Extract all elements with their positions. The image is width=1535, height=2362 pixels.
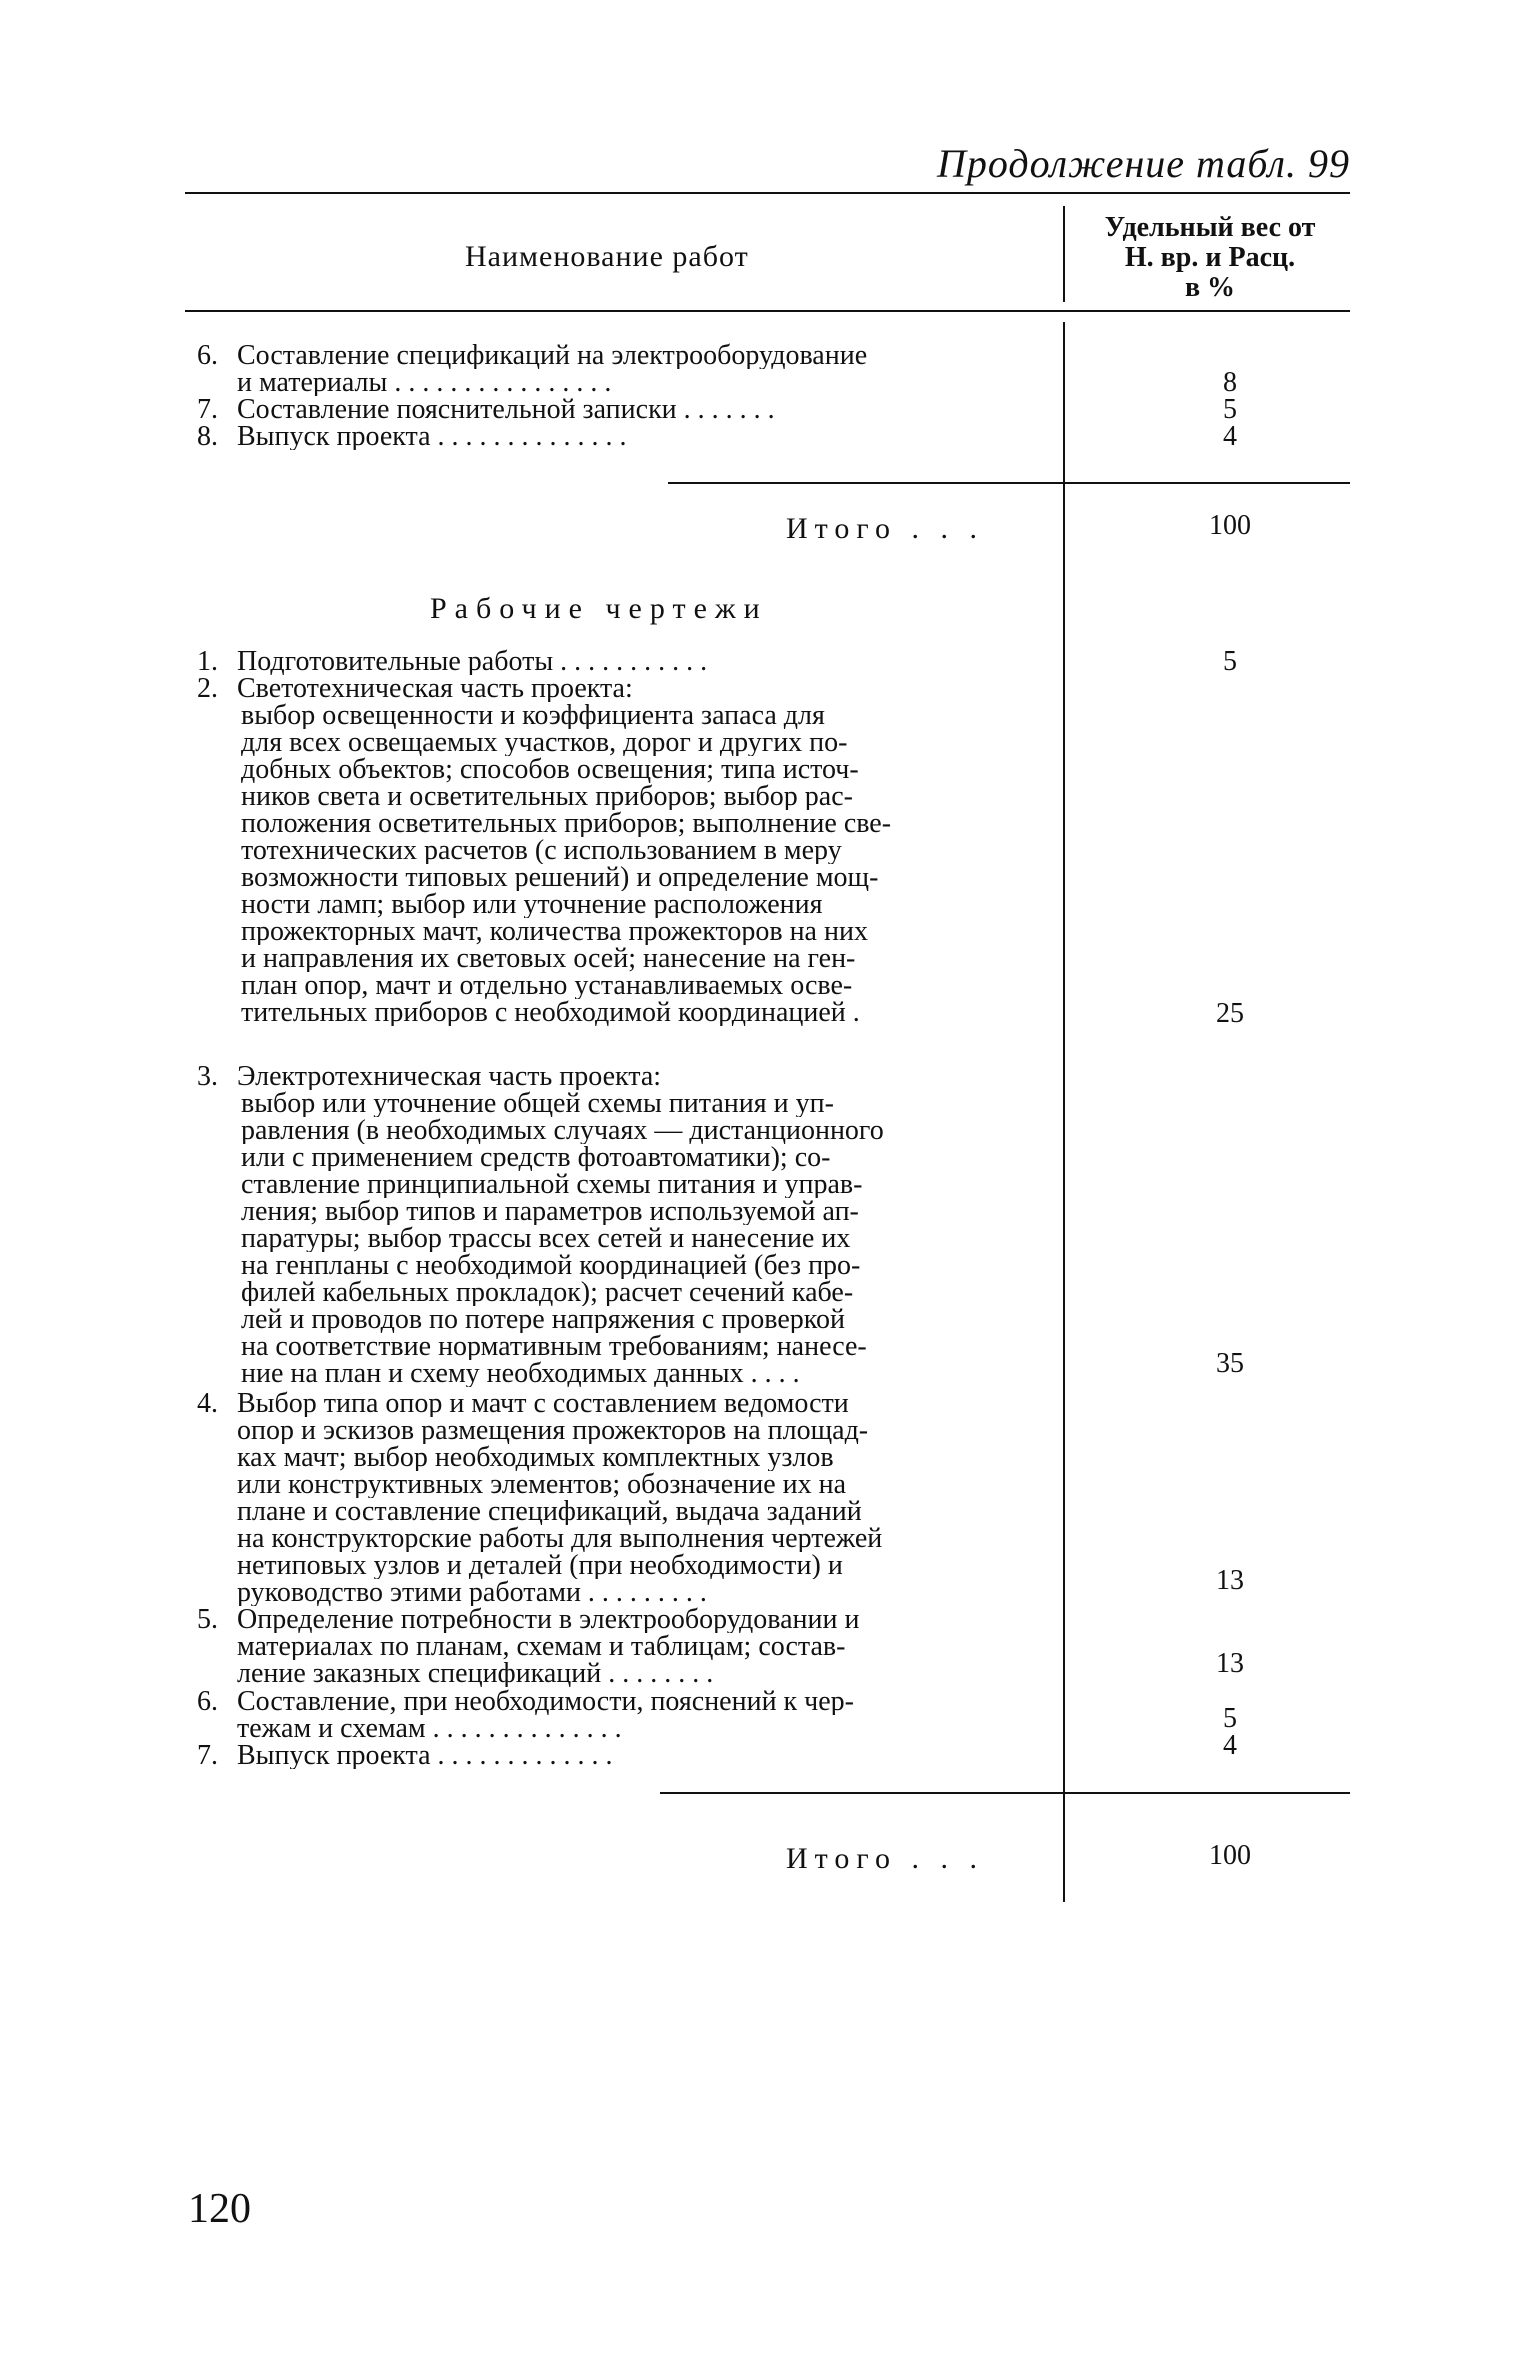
row-value: 13 [1216,1565,1244,1596]
row-line: выбор или уточнение общей схемы питания и уп- [241,1090,834,1117]
row-value: 8 [1223,367,1237,398]
row-text: Выпуск проекта . . . . . . . . . . . . . . [237,423,627,450]
row-line: Выбор типа опор и мачт с составлением ведомости [237,1390,849,1417]
row-line: нетиповых узлов и деталей (при необходимости) и [237,1552,843,1579]
row-text [237,1063,1037,1387]
row-value: 13 [1216,1648,1244,1679]
row-number: 7. [197,1740,218,1771]
row-line: лей и проводов по потере напряжения с проверкой [241,1306,845,1333]
row-line: Составление спецификаций на электрооборудование [237,342,868,369]
header-weight-column [1070,213,1350,303]
row-line: паратуры; выбор трассы всех сетей и нанесение их [241,1225,851,1252]
row-text [237,1742,1037,1769]
total-label: Итого . . . [786,512,984,545]
page-number: 120 [188,2186,251,2232]
row-line: Составление, при необходимости, пояснений к чер- [237,1688,854,1715]
row-number: 2. [197,673,218,704]
row-number: 6. [197,1686,218,1717]
row-lines [237,1688,1037,1742]
row-value: 4 [1223,421,1237,452]
total-value: 100 [1209,510,1251,541]
row-line: и материалы . . . . . . . . . . . . . . . . [237,369,612,396]
row-number: 6. [197,340,218,371]
row-number: 7. [197,394,218,425]
row-lines [237,702,1037,1026]
total-value: 100 [1209,1840,1251,1871]
continuation-title: Продолжение табл. 99 [936,141,1350,186]
total2-rule [660,1792,1350,1794]
row-line: и направления их световых осей; нанесение на ген- [241,945,856,972]
row-title: Электротехническая часть проекта: [237,1063,662,1090]
column-divider [1063,206,1065,302]
row-line: на соответствие нормативным требованиям; нанесе- [241,1333,867,1360]
row-line: или с применением средств фотоавтоматики); со- [241,1144,831,1171]
row-line: для всех освещаемых участков, дорог и других по- [241,729,848,756]
row-line: тительных приборов с необходимой координацией . [241,999,860,1026]
row-line: ников света и осветительных приборов; выбор рас- [241,783,853,810]
row-line: тотехнических расчетов (с использованием в меру [241,837,842,864]
row-lines [237,1390,1037,1606]
row-value: 35 [1216,1348,1244,1379]
row-value: 4 [1223,1730,1237,1761]
row-line: возможности типовых решений) и определение мощ- [241,864,879,891]
row-line: Выпуск проекта . . . . . . . . . . . . . [237,1742,613,1769]
row-text [237,342,1037,396]
section-title: Рабочие чертежи [430,592,768,625]
row-line: положения осветительных приборов; выполнение све- [241,810,892,837]
row-line: на генпланы с необходимой координацией (без про- [241,1252,861,1279]
row-value: 25 [1216,998,1244,1029]
row-line: ставление принципиальной схемы питания и управ- [241,1171,863,1198]
row-lines [237,1742,1037,1769]
row-text: Подготовительные работы . . . . . . . . . . . [237,648,708,675]
row-line: материалах по планам, схемам и таблицам; состав- [237,1633,846,1660]
row-line: ление заказных спецификаций . . . . . . . . [237,1660,714,1687]
header-weight-line1: Удельный вес от [1104,212,1316,243]
table-top-rule [185,192,1350,194]
row-line: опор и эскизов размещения прожекторов на площад- [237,1417,869,1444]
row-line: добных объектов; способов освещения; типа источ- [241,756,859,783]
column-divider [1063,322,1065,1902]
row-line: ние на план и схему необходимых данных . . . . [241,1360,800,1387]
row-title: Светотехническая часть проекта: [237,675,633,702]
row-value: 5 [1223,1703,1237,1734]
row-lines [237,1606,1037,1687]
row-text [237,1390,1037,1606]
row-lines [237,1090,1037,1387]
row-line: равления (в необходимых случаях — дистанционного [241,1117,884,1144]
row-line: ления; выбор типов и параметров используемой ап- [241,1198,859,1225]
row-line: ности ламп; выбор или уточнение расположения [241,891,823,918]
row-value: 5 [1223,646,1237,677]
header-weight-line2: Н. вр. и Расц. [1124,242,1296,273]
row-line: выбор освещенности и коэффициента запаса для [241,702,825,729]
header-name-column: Наименование работ [465,240,749,273]
row-number: 3. [197,1061,218,1092]
row-number: 1. [197,646,218,677]
row-line: прожекторных мачт, количества прожекторов на них [241,918,868,945]
header-bottom-rule [185,310,1350,312]
row-text: Составление пояснительной записки . . . . . . . [237,396,775,423]
row-line: филей кабельных прокладок); расчет сечений кабе- [241,1279,854,1306]
header-weight-line3: в % [1184,272,1236,303]
total1-rule [668,482,1350,484]
row-number: 4. [197,1388,218,1419]
row-number: 8. [197,421,218,452]
row-line: ках мачт; выбор необходимых комплектных узлов [237,1444,834,1471]
row-line: Определение потребности в электрооборудовании и [237,1606,860,1633]
row-line: на конструкторские работы для выполнения чертежей [237,1525,883,1552]
row-number: 5. [197,1604,218,1635]
row-line: тежам и схемам . . . . . . . . . . . . . . [237,1715,622,1742]
row-text [237,675,1037,1026]
row-line: руководство этими работами . . . . . . . . . [237,1579,707,1606]
row-text [237,1606,1037,1687]
total-label: Итого . . . [786,1842,984,1875]
row-line: или конструктивных элементов; обозначение их на [237,1471,847,1498]
row-value: 5 [1223,394,1237,425]
row-line: плане и составление спецификаций, выдача заданий [237,1498,862,1525]
row-line: план опор, мачт и отдельно устанавливаемых осве- [241,972,853,999]
row-text [237,1688,1037,1742]
